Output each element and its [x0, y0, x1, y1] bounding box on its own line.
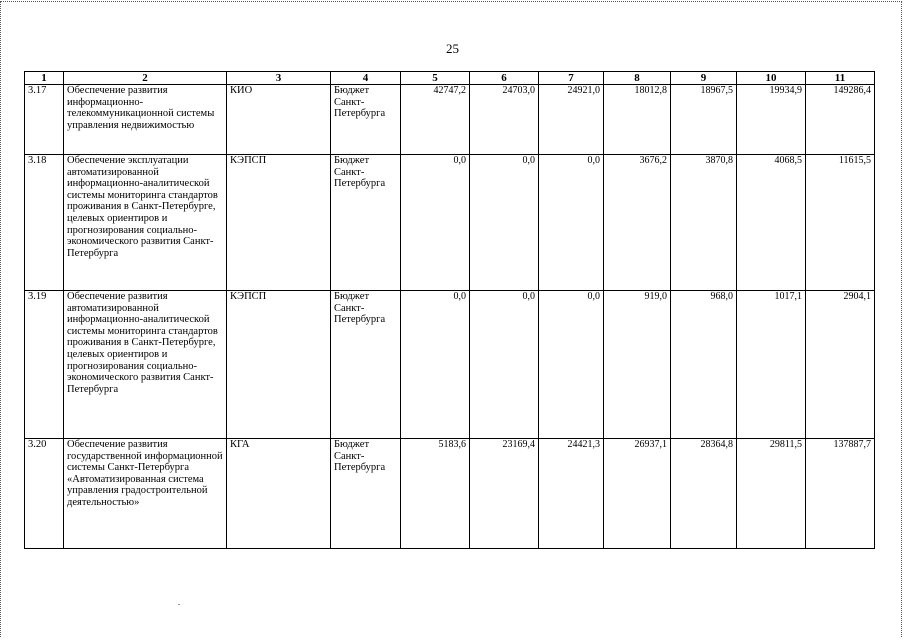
row-executor: КИО: [227, 85, 331, 155]
row-value: 1017,1: [737, 291, 806, 439]
row-value: 137887,7: [806, 439, 875, 549]
page-number: 25: [446, 41, 459, 56]
row-name: Обеспечение развития государственной информационной системы Санкт-Петербурга «Автоматизированная система управления градостроительной деятельностью»: [64, 439, 227, 549]
row-source: Бюджет Санкт-Петербурга: [331, 155, 401, 291]
row-value: 3676,2: [604, 155, 671, 291]
table-row: [25, 155, 875, 291]
row-source: Бюджет Санкт-Петербурга: [331, 439, 401, 549]
column-header: 7: [539, 72, 604, 85]
row-value: 26937,1: [604, 439, 671, 549]
row-value: 42747,2: [401, 85, 470, 155]
row-value: 28364,8: [671, 439, 737, 549]
column-header: 4: [331, 72, 401, 85]
table-row: [25, 85, 875, 155]
column-header: 2: [64, 72, 227, 85]
row-value: 0,0: [539, 155, 604, 291]
row-source: Бюджет Санкт-Петербурга: [331, 85, 401, 155]
row-source: Бюджет Санкт-Петербурга: [331, 291, 401, 439]
row-value: 0,0: [401, 291, 470, 439]
column-header: 8: [604, 72, 671, 85]
row-value: 0,0: [470, 291, 539, 439]
row-value: 3870,8: [671, 155, 737, 291]
row-value: 0,0: [539, 291, 604, 439]
row-executor: КЭПСП: [227, 291, 331, 439]
row-value: 5183,6: [401, 439, 470, 549]
table-row: [25, 439, 875, 549]
row-value: 0,0: [401, 155, 470, 291]
row-number: 3.17: [25, 85, 64, 155]
row-value: 2904,1: [806, 291, 875, 439]
row-number: 3.20: [25, 439, 64, 549]
row-number: 3.18: [25, 155, 64, 291]
header-row: [25, 72, 875, 85]
scan-speck: [178, 604, 180, 605]
column-header: 3: [227, 72, 331, 85]
budget-table: [24, 71, 875, 549]
table-row: [25, 291, 875, 439]
row-executor: КЭПСП: [227, 155, 331, 291]
row-name: Обеспечение развития информационно-телекоммуникационной системы управления недвижимостью: [64, 85, 227, 155]
row-value: 11615,5: [806, 155, 875, 291]
row-name: Обеспечение эксплуатации автоматизированной информационно-аналитической системы мониторинга стандартов проживания в Санкт-Петербурге, целевых ориентиров и прогнозирования социально-экономического развития Санкт-Петербурга: [64, 155, 227, 291]
row-value: 18012,8: [604, 85, 671, 155]
row-value: 4068,5: [737, 155, 806, 291]
row-value: 23169,4: [470, 439, 539, 549]
column-header: 1: [25, 72, 64, 85]
row-value: 19934,9: [737, 85, 806, 155]
column-header: 5: [401, 72, 470, 85]
row-name: Обеспечение развития автоматизированной информационно-аналитической системы мониторинга стандартов проживания в Санкт-Петербурге, целевых ориентиров и прогнозирования социально-экономического развития Санкт-Петербурга: [64, 291, 227, 439]
column-header: 10: [737, 72, 806, 85]
row-executor: КГА: [227, 439, 331, 549]
row-value: 0,0: [470, 155, 539, 291]
column-header: 6: [470, 72, 539, 85]
row-value: 24703,0: [470, 85, 539, 155]
row-value: 919,0: [604, 291, 671, 439]
row-value: 29811,5: [737, 439, 806, 549]
column-header: 11: [806, 72, 875, 85]
row-value: 24921,0: [539, 85, 604, 155]
row-number: 3.19: [25, 291, 64, 439]
column-header: 9: [671, 72, 737, 85]
row-value: 968,0: [671, 291, 737, 439]
row-value: 18967,5: [671, 85, 737, 155]
row-value: 149286,4: [806, 85, 875, 155]
row-value: 24421,3: [539, 439, 604, 549]
